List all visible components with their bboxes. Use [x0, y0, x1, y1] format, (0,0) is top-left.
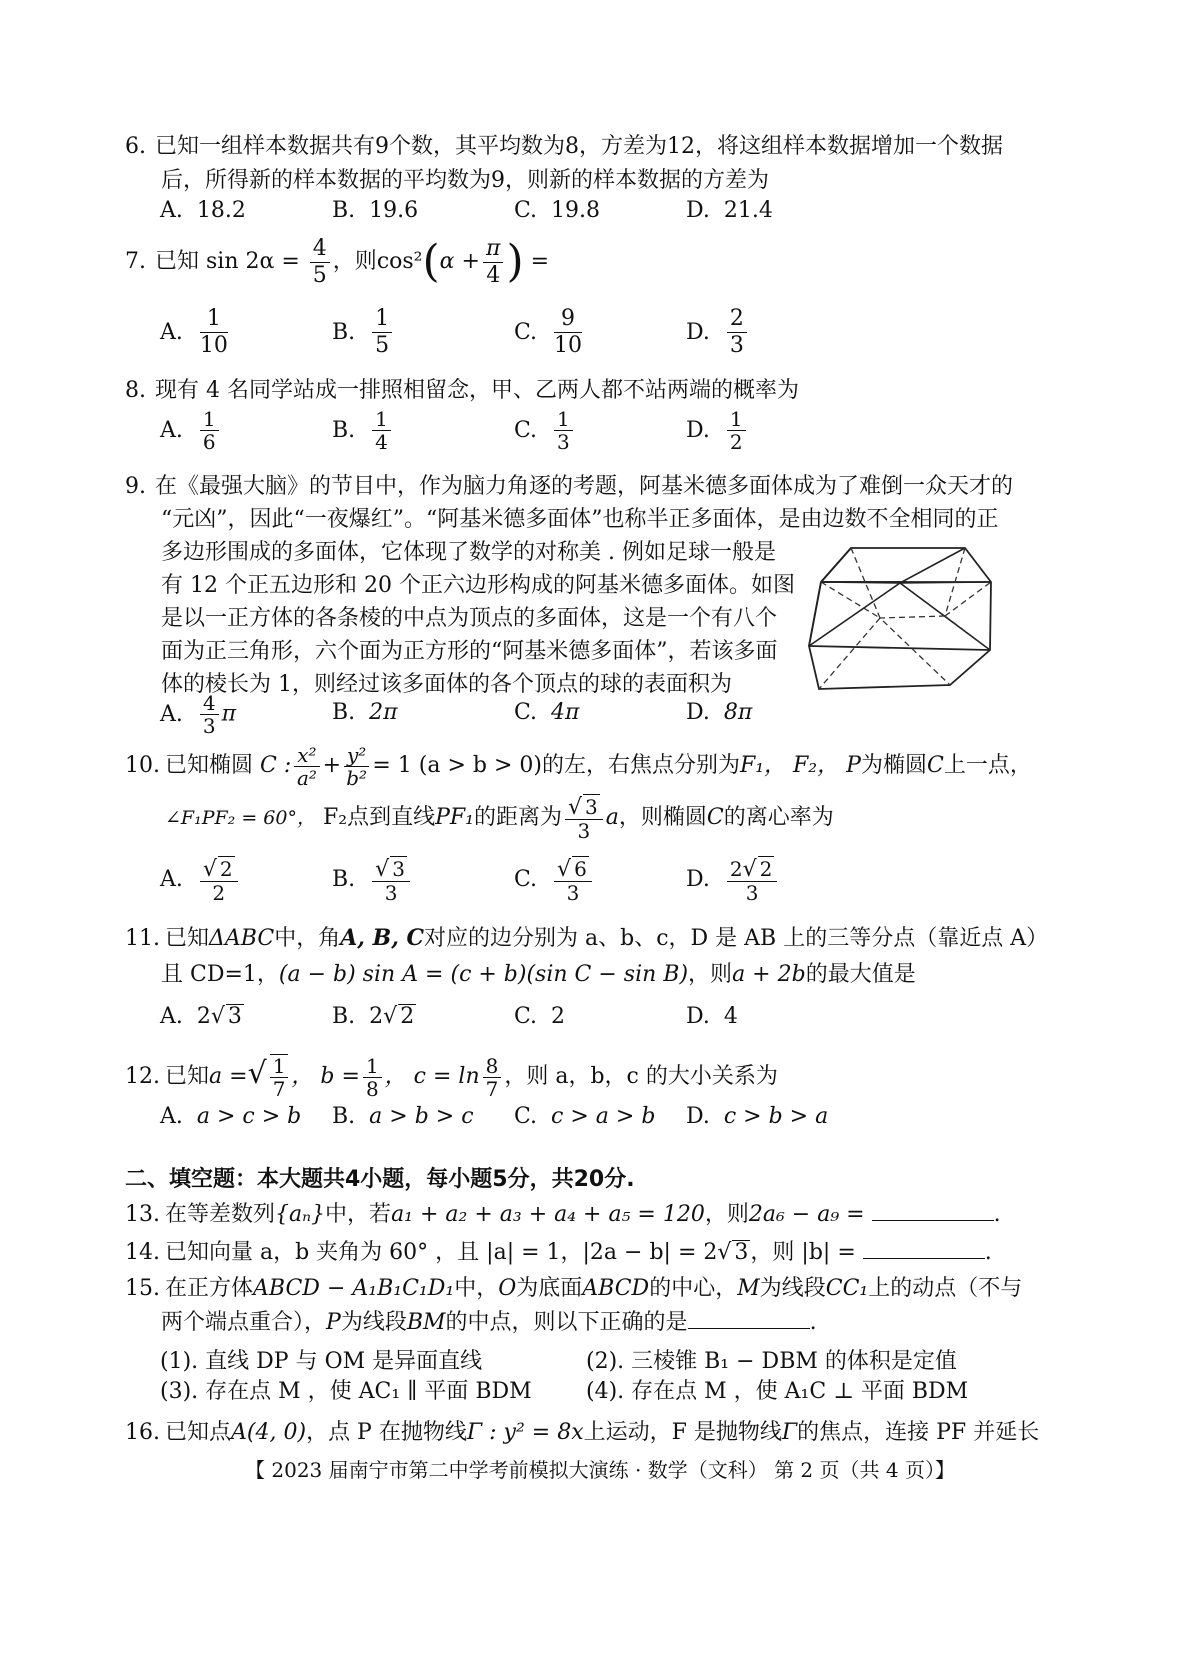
option-b: B. 2√ 2 [332, 1004, 415, 1029]
option-a: A. $\frac{√ 2}{2}$ [160, 856, 241, 904]
option-c: C. 2 [514, 1004, 566, 1029]
option-d: D. $\frac{2√ 2}{3}$ [686, 856, 780, 904]
options-8 [160, 408, 1060, 460]
options-11 [160, 1004, 1060, 1044]
option-a: A. $\frac{4}{3}$ π [160, 691, 237, 738]
option-a: A. $\frac{1}{10}$ [160, 306, 228, 358]
page-footer: 【 2023 届南宁市第二中学考前模拟大演练 · 数学（文科） 第 2 页（共 4 页）】 [245, 1458, 955, 1482]
options-7 [160, 306, 1060, 362]
options-10 [160, 856, 1060, 910]
option-b: B. $\frac{√ 3}{3}$ [332, 856, 413, 904]
option-c: C. $\frac{9}{10}$ [514, 306, 583, 358]
option-c: C. c > a > b [514, 1104, 656, 1129]
answer-blank[interactable] [863, 1236, 985, 1259]
cuboctahedron-figure [805, 538, 1005, 700]
question-7: 7. 已知 sin 2α = $\frac{4}{5}$ ，则cos²(α + $\frac{\pi}{4}$ ) = [125, 235, 550, 288]
question-10-line2: ∠F₁PF₂ = 60°， F₂点到直线PF₁的距离为 $\frac{√ 3}{3}$ a，则椭圆C的离心率为 [165, 795, 834, 843]
option-a: A. a > c > b [160, 1104, 302, 1129]
question-text: 后，所得新的样本数据的平均数为9，则新的样本数据的方差为 [161, 168, 769, 193]
option-b: B. a > b > c [332, 1104, 474, 1129]
answer-blank[interactable] [688, 1306, 810, 1329]
question-number: 6. [125, 134, 146, 159]
option-c: C. $\frac{√ 6}{3}$ [514, 856, 595, 904]
option-c: C. 19.8 [514, 198, 601, 223]
question-10: 10. 已知椭圆 C : $\frac{\text{x²}}{\text{a²}}$ + $\frac{\text{y²}}{\text{b²}}$ = 1 (a > b > 0)的左，右焦点分别为F₁， F₂， P为椭圆C上一点， [125, 742, 1032, 790]
statement-4: (4). 存在点 M ，使 A₁C ⊥ 平面 BDM [586, 1379, 969, 1404]
option-d: D. 8π [686, 700, 753, 725]
fraction: $\frac{4}{5}$ [310, 236, 330, 289]
statement-2: (2). 三棱锥 B₁ − DBM 的体积是定值 [586, 1349, 957, 1374]
option-a: A. 18.2 [160, 198, 246, 223]
question-12: 12. 已知a =√ $\frac{1}{7}$ ， b = $\frac{1}{8}$ ， c = ln $\frac{8}{7}$ ，则 a，b，c 的大小关系为 [125, 1053, 778, 1101]
option-b: B. 19.6 [332, 198, 419, 223]
option-c: C. $\frac{1}{3}$ [514, 408, 576, 453]
statement-3: (3). 存在点 M ，使 AC₁ ∥ 平面 BDM [160, 1379, 532, 1404]
question-6 [125, 130, 1085, 198]
option-c: C. 4π [514, 700, 580, 725]
options-12 [160, 1104, 1060, 1144]
question-14: 14. 已知向量 a，b 夹角为 60° ，且 |a| = 1，|2a − b| = 2√ 3，则 |b| = . [125, 1236, 1085, 1270]
option-b: B. $\frac{1}{4}$ [332, 408, 394, 453]
option-d: D. 4 [686, 1004, 738, 1029]
option-a: A. 2√ 3 [160, 1004, 242, 1029]
option-a: A. $\frac{1}{6}$ [160, 408, 222, 453]
statement-1: (1). 直线 DP 与 OM 是异面直线 [160, 1349, 483, 1374]
options-9 [160, 692, 1060, 744]
option-b: B. $\frac{1}{5}$ [332, 306, 395, 359]
question-text: 已知一组样本数据共有9个数，其平均数为8，方差为12，将这组样本数据增加一个数据 [155, 134, 1003, 159]
option-b: B. 2π [332, 700, 398, 725]
section-heading: 二、填空题：本大题共4小题，每小题5分，共20分. [125, 1167, 635, 1192]
question-9: 9. 在《最强大脑》的节目中，作为脑力角逐的考题，阿基米德多面体成为了难倒一众天才的 “元凶”，因此“一夜爆红”。“阿基米德多面体”也称半正多面体，是由边数不全相同的正 多边形围成的多面体，它体现了数学的对称美 . 例如足球一般是 有 12 个正五边形和 20 个正六边形构成的阿基米德多面体。如图 是以一正方体的各条棱的中点为顶点的多面体，这是一个有八个 面为正三角形，六个面为正方形的“阿基米德多面体”，若该多面 体的棱长为 1，则经过该多面体的各个顶点的球的表面积为 [125, 474, 1014, 697]
option-d: D. $\frac{1}{2}$ [686, 408, 749, 453]
question-15: 15. 在正方体ABCD − A₁B₁C₁D₁中，O为底面ABCD的中心，M为线段CC₁上的动点（不与 两个端点重合），P为线段BM的中点，则以下正确的是 . [125, 1276, 1023, 1335]
option-d: D. 21.4 [686, 198, 773, 223]
question-8: 8. 现有 4 名同学站成一排照相留念，甲、乙两人都不站两端的概率为 [125, 378, 799, 403]
option-d: D. c > b > a [686, 1104, 829, 1129]
question-11: 11. 已知ΔABC中，角A, B, C对应的边分别为 a、b、c，D 是 AB 上的三等分点（靠近点 A） 且 CD=1，(a − b) sin A = (c + b)(sin C − sin B)，则a + 2b的最大值是 [125, 925, 1049, 987]
question-13: 13. 在等差数列{aₙ}中，若a₁ + a₂ + a₃ + a₄ + a₅ = 120，则2a₆ − a₉ = . [125, 1198, 1085, 1232]
answer-blank[interactable] [872, 1198, 994, 1221]
question-16: 16. 已知点A(4, 0)，点 P 在抛物线Γ : y² = 8x上运动，F 是抛物线Γ的焦点，连接 PF 并延长 [125, 1420, 1040, 1445]
option-d: D. $\frac{2}{3}$ [686, 306, 750, 359]
fraction: $\frac{\pi}{4}$ [483, 236, 503, 289]
